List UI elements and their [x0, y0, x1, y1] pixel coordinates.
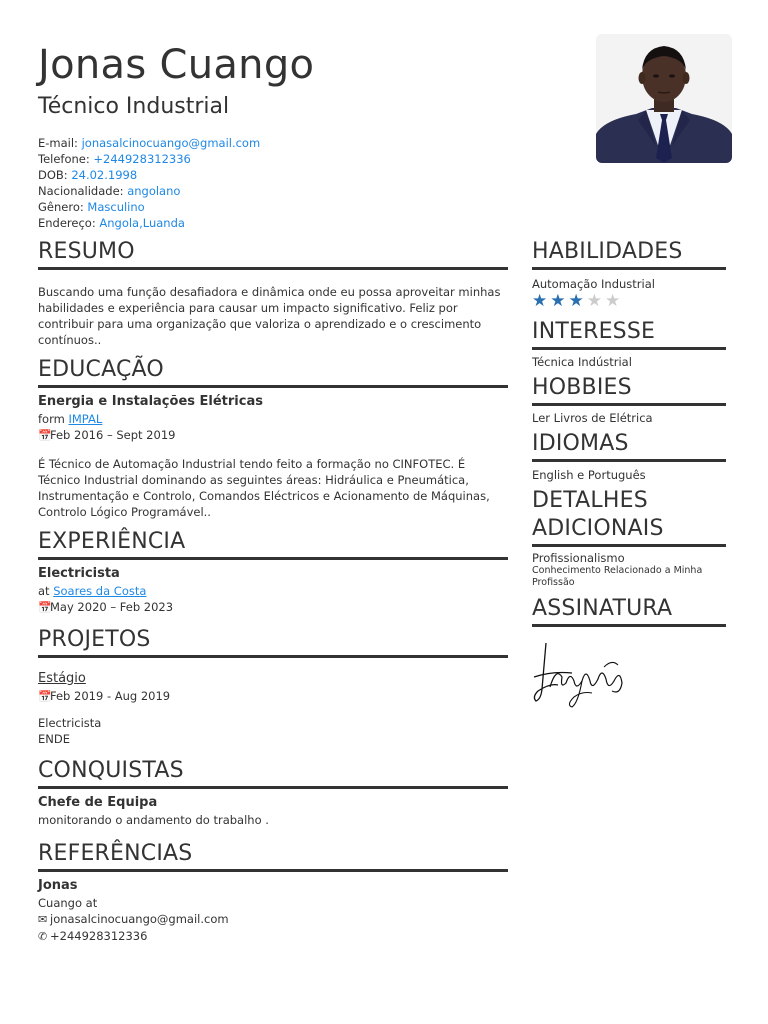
education-school-line	[38, 411, 508, 427]
education-description: É Técnico de Automação Industrial tendo feito a formação no CINFOTEC. É Técnico Industrial dominando as seguintes áreas: Hidráulica e Pneumática, Instrumentação e Controlo, Comandos Eléctricos e Acionamento de Máquinas, Controlo Lógico Programável..	[38, 457, 490, 519]
section-heading-assinatura: ASSINATURA	[532, 595, 726, 627]
reference-email[interactable]: jonasalcinocuango@gmail.com	[50, 912, 229, 926]
contact-label: E-mail:	[38, 136, 82, 150]
languages-text: English e Português	[532, 468, 646, 482]
reference-phone[interactable]: +244928312336	[50, 929, 148, 943]
achievement-text: monitorando o andamento do trabalho .	[38, 813, 269, 827]
interest-text: Técnica Indústrial	[532, 355, 632, 369]
hobby-text: Ler Livros de Elétrica	[532, 411, 653, 425]
contact-label: Nacionalidade:	[38, 184, 128, 198]
school-link[interactable]: IMPAL	[68, 412, 103, 426]
skill-rating	[532, 292, 726, 310]
calendar-icon: 📅	[38, 429, 52, 442]
project-link[interactable]: Estágio	[38, 671, 86, 686]
signature-image	[532, 637, 632, 717]
experience-role: Electricista	[38, 566, 120, 581]
job-title: Técnico Industrial	[38, 94, 230, 119]
envelope-icon: ✉	[38, 913, 48, 926]
achievement-title: Chefe de Equipa	[38, 795, 158, 810]
section-heading-referencias: REFERÊNCIAS	[38, 840, 508, 872]
section-heading-idiomas: IDIOMAS	[532, 430, 726, 462]
section-heading-resumo: RESUMO	[38, 238, 508, 270]
contact-list	[38, 135, 558, 231]
nationality-value: angolano	[127, 184, 181, 198]
skill-name: Automação Industrial	[532, 277, 655, 291]
section-heading-conquistas: CONQUISTAS	[38, 757, 508, 789]
section-heading-habilidades: HABILIDADES	[532, 238, 726, 270]
project-org: ENDE	[38, 732, 70, 746]
contact-address	[38, 215, 558, 231]
company-link[interactable]: Soares da Costa	[53, 584, 147, 598]
dob-value: 24.02.1998	[71, 168, 138, 182]
contact-label: Gênero:	[38, 200, 88, 214]
contact-label: Telefone:	[38, 152, 94, 166]
contact-label: DOB:	[38, 168, 72, 182]
detalhes-heading-line2: ADICIONAIS	[532, 516, 664, 541]
portrait-image	[596, 34, 732, 163]
project-dates-line	[38, 688, 508, 705]
star-empty-icon: ★	[586, 291, 605, 311]
resumo-text: Buscando uma função desafiadora e dinâmica onde eu possa aproveitar minhas habilidades e experiência para causar um impacto significativo. Feliz por contribuir para uma organização que valoriza o aprendizado e o crescimento contínuos..	[38, 285, 501, 347]
experience-company-line	[38, 583, 508, 599]
details-title: Profissionalismo	[532, 551, 625, 565]
education-dates: Feb 2016 – Sept 2019	[50, 428, 176, 442]
details-text: Conhecimento Relacionado a Minha Profissão	[532, 565, 703, 588]
star-filled-icon: ★	[568, 291, 587, 311]
from-label: form	[38, 412, 69, 426]
main-column	[38, 238, 508, 945]
education-dates-line	[38, 427, 508, 444]
section-heading-detalhes	[532, 487, 726, 547]
section-heading-hobbies: HOBBIES	[532, 374, 726, 406]
star-empty-icon: ★	[605, 291, 624, 311]
side-column	[532, 238, 726, 721]
address-value: Angola,Luanda	[99, 216, 185, 230]
profile-photo	[596, 34, 732, 163]
contact-email	[38, 135, 558, 151]
experience-dates-line	[38, 599, 508, 616]
section-heading-interesse: INTERESSE	[532, 318, 726, 350]
education-course: Energia e Instalações Elétricas	[38, 394, 263, 409]
reference-name: Jonas	[38, 878, 78, 893]
star-filled-icon: ★	[550, 291, 569, 311]
detalhes-heading-line1: DETALHES	[532, 488, 648, 513]
contact-label: Endereço:	[38, 216, 100, 230]
phone-link[interactable]: +244928312336	[93, 152, 191, 166]
contact-phone	[38, 151, 558, 167]
reference-company: Cuango at	[38, 896, 98, 910]
at-label: at	[38, 584, 54, 598]
candidate-name: Jonas Cuango	[38, 42, 315, 88]
phone-icon: ✆	[38, 930, 48, 943]
reference-phone-line	[38, 928, 508, 945]
contact-gender	[38, 199, 558, 215]
section-heading-experiencia: EXPERIÊNCIA	[38, 528, 508, 560]
calendar-icon: 📅	[38, 601, 52, 614]
signature	[532, 637, 726, 721]
project-dates: Feb 2019 - Aug 2019	[50, 689, 171, 703]
reference-email-line	[38, 911, 508, 928]
section-heading-educacao: EDUCAÇÃO	[38, 356, 508, 388]
experience-dates: May 2020 – Feb 2023	[50, 600, 174, 614]
project-role: Electricista	[38, 716, 102, 730]
email-link[interactable]: jonasalcinocuango@gmail.com	[81, 136, 261, 150]
contact-dob	[38, 167, 558, 183]
contact-nationality	[38, 183, 558, 199]
star-filled-icon: ★	[532, 291, 551, 311]
gender-value: Masculino	[87, 200, 145, 214]
section-heading-projetos: PROJETOS	[38, 626, 508, 658]
calendar-icon: 📅	[38, 690, 52, 703]
